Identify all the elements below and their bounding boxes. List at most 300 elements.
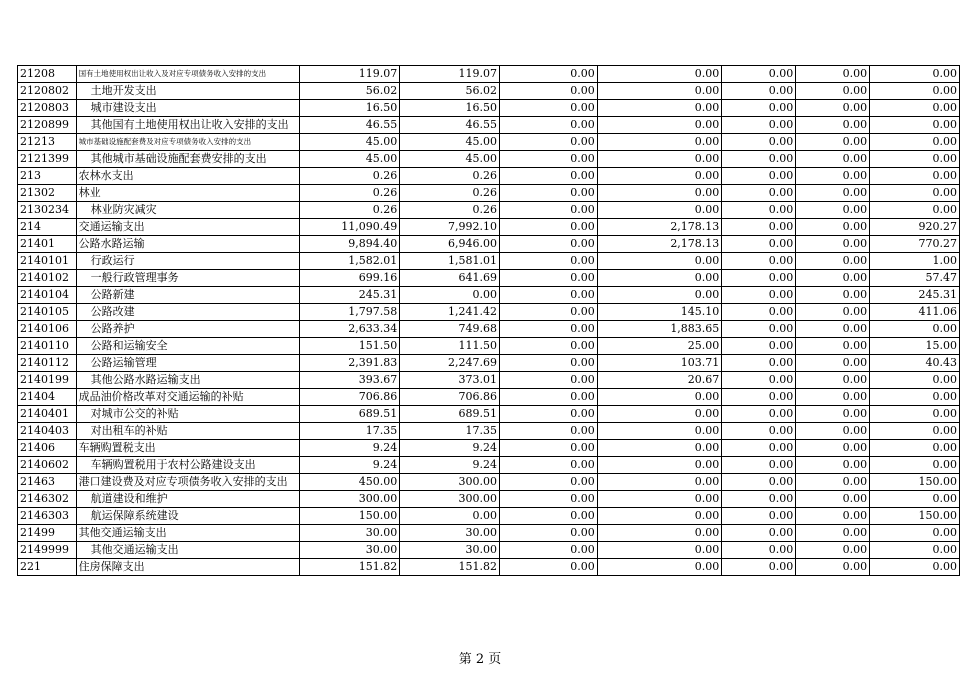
row-name: 城市基础设施配套费及对应专项债务收入安排的支出 <box>76 134 299 151</box>
table-row <box>18 66 960 83</box>
table-row <box>18 202 960 219</box>
amount-cell: 0.00 <box>722 185 796 202</box>
row-code: 21401 <box>18 236 77 253</box>
amount-cell: 0.00 <box>500 253 598 270</box>
amount-cell: 2,391.83 <box>299 355 399 372</box>
amount-cell: 0.00 <box>500 491 598 508</box>
amount-cell: 0.00 <box>597 134 722 151</box>
amount-cell: 0.00 <box>796 134 870 151</box>
amount-cell: 16.50 <box>299 100 399 117</box>
amount-cell: 1,581.01 <box>400 253 500 270</box>
amount-cell: 0.26 <box>400 168 500 185</box>
amount-cell: 45.00 <box>400 151 500 168</box>
amount-cell: 0.00 <box>796 236 870 253</box>
amount-cell: 706.86 <box>299 389 399 406</box>
amount-cell: 0.00 <box>722 508 796 525</box>
amount-cell: 0.00 <box>870 202 960 219</box>
row-code: 2140112 <box>18 355 77 372</box>
amount-cell: 0.00 <box>597 525 722 542</box>
row-name: 公路和运输安全 <box>76 338 299 355</box>
amount-cell: 0.26 <box>299 185 399 202</box>
amount-cell: 0.00 <box>597 202 722 219</box>
table-row <box>18 83 960 100</box>
amount-cell: 9.24 <box>299 457 399 474</box>
table-row <box>18 542 960 559</box>
amount-cell: 0.00 <box>722 236 796 253</box>
amount-cell: 0.00 <box>722 559 796 576</box>
amount-cell: 0.00 <box>870 185 960 202</box>
row-code: 2149999 <box>18 542 77 559</box>
amount-cell: 699.16 <box>299 270 399 287</box>
amount-cell: 30.00 <box>400 525 500 542</box>
row-code: 2120803 <box>18 100 77 117</box>
amount-cell: 0.00 <box>870 440 960 457</box>
amount-cell: 0.00 <box>722 270 796 287</box>
amount-cell: 9.24 <box>400 440 500 457</box>
amount-cell: 0.00 <box>796 202 870 219</box>
row-name: 土地开发支出 <box>76 83 299 100</box>
table-body <box>18 66 960 576</box>
row-code: 21406 <box>18 440 77 457</box>
amount-cell: 0.00 <box>500 287 598 304</box>
amount-cell: 0.00 <box>796 474 870 491</box>
amount-cell: 0.00 <box>500 236 598 253</box>
amount-cell: 0.26 <box>400 185 500 202</box>
amount-cell: 0.00 <box>597 100 722 117</box>
amount-cell: 0.00 <box>796 219 870 236</box>
amount-cell: 0.00 <box>796 304 870 321</box>
table-row <box>18 304 960 321</box>
row-code: 2140102 <box>18 270 77 287</box>
amount-cell: 706.86 <box>400 389 500 406</box>
row-code: 2140403 <box>18 423 77 440</box>
amount-cell: 0.00 <box>500 542 598 559</box>
table-row <box>18 219 960 236</box>
amount-cell: 17.35 <box>400 423 500 440</box>
amount-cell: 45.00 <box>299 134 399 151</box>
amount-cell: 9.24 <box>400 457 500 474</box>
table-row <box>18 525 960 542</box>
amount-cell: 0.00 <box>722 117 796 134</box>
row-code: 21404 <box>18 389 77 406</box>
amount-cell: 393.67 <box>299 372 399 389</box>
amount-cell: 0.00 <box>500 355 598 372</box>
row-code: 2121399 <box>18 151 77 168</box>
amount-cell: 373.01 <box>400 372 500 389</box>
amount-cell: 0.00 <box>500 134 598 151</box>
amount-cell: 450.00 <box>299 474 399 491</box>
amount-cell: 2,247.69 <box>400 355 500 372</box>
amount-cell: 0.00 <box>500 117 598 134</box>
amount-cell: 0.26 <box>400 202 500 219</box>
amount-cell: 0.00 <box>722 304 796 321</box>
amount-cell: 2,633.34 <box>299 321 399 338</box>
amount-cell: 0.00 <box>870 457 960 474</box>
row-code: 2140602 <box>18 457 77 474</box>
row-name: 住房保障支出 <box>76 559 299 576</box>
amount-cell: 0.00 <box>870 423 960 440</box>
row-code: 21463 <box>18 474 77 491</box>
amount-cell: 0.00 <box>722 491 796 508</box>
amount-cell: 0.00 <box>500 525 598 542</box>
amount-cell: 0.00 <box>796 338 870 355</box>
amount-cell: 300.00 <box>299 491 399 508</box>
row-name: 农林水支出 <box>76 168 299 185</box>
row-name: 一般行政管理事务 <box>76 270 299 287</box>
row-name: 其他公路水路运输支出 <box>76 372 299 389</box>
amount-cell: 0.00 <box>500 338 598 355</box>
amount-cell: 0.00 <box>796 100 870 117</box>
amount-cell: 46.55 <box>400 117 500 134</box>
amount-cell: 111.50 <box>400 338 500 355</box>
row-name: 其他交通运输支出 <box>76 525 299 542</box>
amount-cell: 770.27 <box>870 236 960 253</box>
amount-cell: 0.00 <box>796 457 870 474</box>
amount-cell: 0.00 <box>870 66 960 83</box>
amount-cell: 0.00 <box>500 457 598 474</box>
amount-cell: 0.00 <box>796 185 870 202</box>
amount-cell: 0.00 <box>796 117 870 134</box>
amount-cell: 0.00 <box>722 406 796 423</box>
amount-cell: 0.00 <box>796 491 870 508</box>
row-code: 214 <box>18 219 77 236</box>
amount-cell: 0.00 <box>500 66 598 83</box>
amount-cell: 0.00 <box>722 168 796 185</box>
row-name: 城市建设支出 <box>76 100 299 117</box>
amount-cell: 103.71 <box>597 355 722 372</box>
amount-cell: 0.00 <box>796 151 870 168</box>
amount-cell: 0.00 <box>722 253 796 270</box>
row-name: 国有土地使用权出让收入及对应专项债务收入安排的支出 <box>76 66 299 83</box>
amount-cell: 0.00 <box>870 151 960 168</box>
amount-cell: 749.68 <box>400 321 500 338</box>
amount-cell: 0.00 <box>796 168 870 185</box>
amount-cell: 0.00 <box>597 559 722 576</box>
row-code: 213 <box>18 168 77 185</box>
amount-cell: 0.00 <box>597 457 722 474</box>
row-code: 2120802 <box>18 83 77 100</box>
table-row <box>18 321 960 338</box>
amount-cell: 0.00 <box>597 117 722 134</box>
table-row <box>18 474 960 491</box>
table-row <box>18 389 960 406</box>
amount-cell: 0.00 <box>870 134 960 151</box>
amount-cell: 151.82 <box>299 559 399 576</box>
table-row <box>18 440 960 457</box>
table-row <box>18 491 960 508</box>
amount-cell: 25.00 <box>597 338 722 355</box>
table-row <box>18 151 960 168</box>
amount-cell: 0.00 <box>722 474 796 491</box>
amount-cell: 0.00 <box>870 117 960 134</box>
amount-cell: 0.00 <box>400 287 500 304</box>
amount-cell: 0.00 <box>796 525 870 542</box>
amount-cell: 0.00 <box>870 321 960 338</box>
amount-cell: 150.00 <box>870 508 960 525</box>
amount-cell: 0.26 <box>299 202 399 219</box>
amount-cell: 0.00 <box>870 491 960 508</box>
amount-cell: 0.00 <box>722 321 796 338</box>
row-name: 航运保障系统建设 <box>76 508 299 525</box>
amount-cell: 0.00 <box>870 559 960 576</box>
row-code: 2120899 <box>18 117 77 134</box>
amount-cell: 30.00 <box>299 525 399 542</box>
amount-cell: 0.00 <box>870 406 960 423</box>
amount-cell: 0.00 <box>722 202 796 219</box>
row-name: 港口建设费及对应专项债务收入安排的支出 <box>76 474 299 491</box>
amount-cell: 151.50 <box>299 338 399 355</box>
row-name: 成品油价格改革对交通运输的补贴 <box>76 389 299 406</box>
amount-cell: 0.00 <box>500 321 598 338</box>
row-name: 公路改建 <box>76 304 299 321</box>
row-name: 对城市公交的补贴 <box>76 406 299 423</box>
row-code: 21302 <box>18 185 77 202</box>
amount-cell: 0.00 <box>796 542 870 559</box>
table-row <box>18 185 960 202</box>
table-row <box>18 253 960 270</box>
amount-cell: 0.00 <box>500 151 598 168</box>
row-code: 2140106 <box>18 321 77 338</box>
amount-cell: 0.00 <box>500 100 598 117</box>
amount-cell: 40.43 <box>870 355 960 372</box>
amount-cell: 1,582.01 <box>299 253 399 270</box>
amount-cell: 0.00 <box>597 83 722 100</box>
amount-cell: 119.07 <box>400 66 500 83</box>
amount-cell: 1,883.65 <box>597 321 722 338</box>
amount-cell: 1.00 <box>870 253 960 270</box>
amount-cell: 0.00 <box>796 83 870 100</box>
amount-cell: 0.00 <box>500 168 598 185</box>
row-name: 航道建设和维护 <box>76 491 299 508</box>
amount-cell: 7,992.10 <box>400 219 500 236</box>
amount-cell: 0.00 <box>597 440 722 457</box>
amount-cell: 2,178.13 <box>597 236 722 253</box>
table-row <box>18 559 960 576</box>
amount-cell: 0.00 <box>722 423 796 440</box>
amount-cell: 0.00 <box>500 559 598 576</box>
amount-cell: 0.00 <box>597 491 722 508</box>
amount-cell: 689.51 <box>400 406 500 423</box>
amount-cell: 0.00 <box>796 253 870 270</box>
amount-cell: 689.51 <box>299 406 399 423</box>
amount-cell: 1,797.58 <box>299 304 399 321</box>
amount-cell: 0.00 <box>500 219 598 236</box>
amount-cell: 0.00 <box>597 253 722 270</box>
amount-cell: 17.35 <box>299 423 399 440</box>
row-name: 林业 <box>76 185 299 202</box>
table-row <box>18 134 960 151</box>
table-row <box>18 117 960 134</box>
amount-cell: 300.00 <box>400 491 500 508</box>
amount-cell: 0.00 <box>500 508 598 525</box>
row-name: 车辆购置税用于农村公路建设支出 <box>76 457 299 474</box>
row-name: 林业防灾减灾 <box>76 202 299 219</box>
amount-cell: 30.00 <box>299 542 399 559</box>
row-name: 公路运输管理 <box>76 355 299 372</box>
amount-cell: 0.00 <box>796 321 870 338</box>
amount-cell: 45.00 <box>299 151 399 168</box>
amount-cell: 0.00 <box>597 287 722 304</box>
row-name: 其他城市基础设施配套费安排的支出 <box>76 151 299 168</box>
row-code: 2140401 <box>18 406 77 423</box>
row-code: 2140104 <box>18 287 77 304</box>
amount-cell: 0.00 <box>722 151 796 168</box>
amount-cell: 0.00 <box>870 100 960 117</box>
amount-cell: 0.00 <box>722 525 796 542</box>
row-code: 221 <box>18 559 77 576</box>
amount-cell: 0.00 <box>796 270 870 287</box>
page-number: 第 2 页 <box>458 652 502 667</box>
amount-cell: 0.00 <box>870 83 960 100</box>
amount-cell: 0.00 <box>597 151 722 168</box>
amount-cell: 0.00 <box>500 440 598 457</box>
amount-cell: 119.07 <box>299 66 399 83</box>
table-row <box>18 406 960 423</box>
amount-cell: 0.00 <box>722 287 796 304</box>
table-row <box>18 457 960 474</box>
amount-cell: 151.82 <box>400 559 500 576</box>
amount-cell: 0.00 <box>722 100 796 117</box>
amount-cell: 0.00 <box>597 508 722 525</box>
amount-cell: 30.00 <box>400 542 500 559</box>
row-code: 2146303 <box>18 508 77 525</box>
amount-cell: 0.00 <box>500 304 598 321</box>
amount-cell: 0.00 <box>796 389 870 406</box>
table-row <box>18 508 960 525</box>
table-row <box>18 287 960 304</box>
budget-table <box>17 65 960 576</box>
amount-cell: 0.00 <box>500 389 598 406</box>
table-row <box>18 372 960 389</box>
table-row <box>18 100 960 117</box>
amount-cell: 11,090.49 <box>299 219 399 236</box>
amount-cell: 0.00 <box>500 372 598 389</box>
amount-cell: 0.00 <box>870 372 960 389</box>
table-row <box>18 338 960 355</box>
amount-cell: 0.00 <box>500 202 598 219</box>
amount-cell: 45.00 <box>400 134 500 151</box>
row-code: 2140110 <box>18 338 77 355</box>
row-code: 21499 <box>18 525 77 542</box>
amount-cell: 0.00 <box>722 134 796 151</box>
amount-cell: 0.00 <box>597 270 722 287</box>
amount-cell: 0.00 <box>597 406 722 423</box>
amount-cell: 641.69 <box>400 270 500 287</box>
amount-cell: 0.00 <box>722 83 796 100</box>
amount-cell: 0.00 <box>722 389 796 406</box>
row-code: 21208 <box>18 66 77 83</box>
amount-cell: 15.00 <box>870 338 960 355</box>
row-code: 2146302 <box>18 491 77 508</box>
row-name: 交通运输支出 <box>76 219 299 236</box>
amount-cell: 0.00 <box>597 168 722 185</box>
amount-cell: 46.55 <box>299 117 399 134</box>
amount-cell: 0.00 <box>722 542 796 559</box>
amount-cell: 0.00 <box>796 406 870 423</box>
amount-cell: 0.00 <box>796 287 870 304</box>
amount-cell: 920.27 <box>870 219 960 236</box>
amount-cell: 0.00 <box>500 185 598 202</box>
amount-cell: 0.00 <box>500 474 598 491</box>
amount-cell: 9.24 <box>299 440 399 457</box>
amount-cell: 0.00 <box>722 66 796 83</box>
amount-cell: 0.00 <box>500 83 598 100</box>
row-code: 21213 <box>18 134 77 151</box>
row-name: 公路养护 <box>76 321 299 338</box>
row-code: 2140101 <box>18 253 77 270</box>
amount-cell: 0.00 <box>597 66 722 83</box>
amount-cell: 0.00 <box>597 542 722 559</box>
amount-cell: 0.00 <box>597 185 722 202</box>
row-code: 2130234 <box>18 202 77 219</box>
amount-cell: 56.02 <box>400 83 500 100</box>
amount-cell: 20.67 <box>597 372 722 389</box>
amount-cell: 2,178.13 <box>597 219 722 236</box>
amount-cell: 0.00 <box>870 389 960 406</box>
amount-cell: 6,946.00 <box>400 236 500 253</box>
amount-cell: 0.00 <box>722 457 796 474</box>
amount-cell: 0.00 <box>796 559 870 576</box>
row-name: 公路新建 <box>76 287 299 304</box>
amount-cell: 0.00 <box>722 355 796 372</box>
amount-cell: 9,894.40 <box>299 236 399 253</box>
amount-cell: 0.00 <box>500 406 598 423</box>
amount-cell: 0.00 <box>796 440 870 457</box>
amount-cell: 0.00 <box>796 66 870 83</box>
row-name: 其他交通运输支出 <box>76 542 299 559</box>
amount-cell: 0.26 <box>299 168 399 185</box>
amount-cell: 56.02 <box>299 83 399 100</box>
table-row <box>18 423 960 440</box>
amount-cell: 0.00 <box>597 389 722 406</box>
amount-cell: 245.31 <box>299 287 399 304</box>
table-row <box>18 355 960 372</box>
amount-cell: 0.00 <box>722 338 796 355</box>
amount-cell: 0.00 <box>796 423 870 440</box>
row-name: 其他国有土地使用权出让收入安排的支出 <box>76 117 299 134</box>
amount-cell: 57.47 <box>870 270 960 287</box>
amount-cell: 0.00 <box>400 508 500 525</box>
row-code: 2140199 <box>18 372 77 389</box>
amount-cell: 1,241.42 <box>400 304 500 321</box>
amount-cell: 0.00 <box>796 508 870 525</box>
table-row <box>18 168 960 185</box>
amount-cell: 0.00 <box>796 355 870 372</box>
amount-cell: 0.00 <box>870 525 960 542</box>
amount-cell: 150.00 <box>870 474 960 491</box>
amount-cell: 0.00 <box>500 423 598 440</box>
row-name: 车辆购置税支出 <box>76 440 299 457</box>
amount-cell: 0.00 <box>796 372 870 389</box>
amount-cell: 0.00 <box>500 270 598 287</box>
table-row <box>18 270 960 287</box>
amount-cell: 411.06 <box>870 304 960 321</box>
amount-cell: 0.00 <box>722 440 796 457</box>
amount-cell: 0.00 <box>870 542 960 559</box>
amount-cell: 0.00 <box>597 423 722 440</box>
amount-cell: 150.00 <box>299 508 399 525</box>
row-code: 2140105 <box>18 304 77 321</box>
row-name: 行政运行 <box>76 253 299 270</box>
row-name: 对出租车的补贴 <box>76 423 299 440</box>
amount-cell: 145.10 <box>597 304 722 321</box>
amount-cell: 0.00 <box>870 168 960 185</box>
amount-cell: 0.00 <box>722 219 796 236</box>
amount-cell: 300.00 <box>400 474 500 491</box>
row-name: 公路水路运输 <box>76 236 299 253</box>
amount-cell: 245.31 <box>870 287 960 304</box>
amount-cell: 16.50 <box>400 100 500 117</box>
